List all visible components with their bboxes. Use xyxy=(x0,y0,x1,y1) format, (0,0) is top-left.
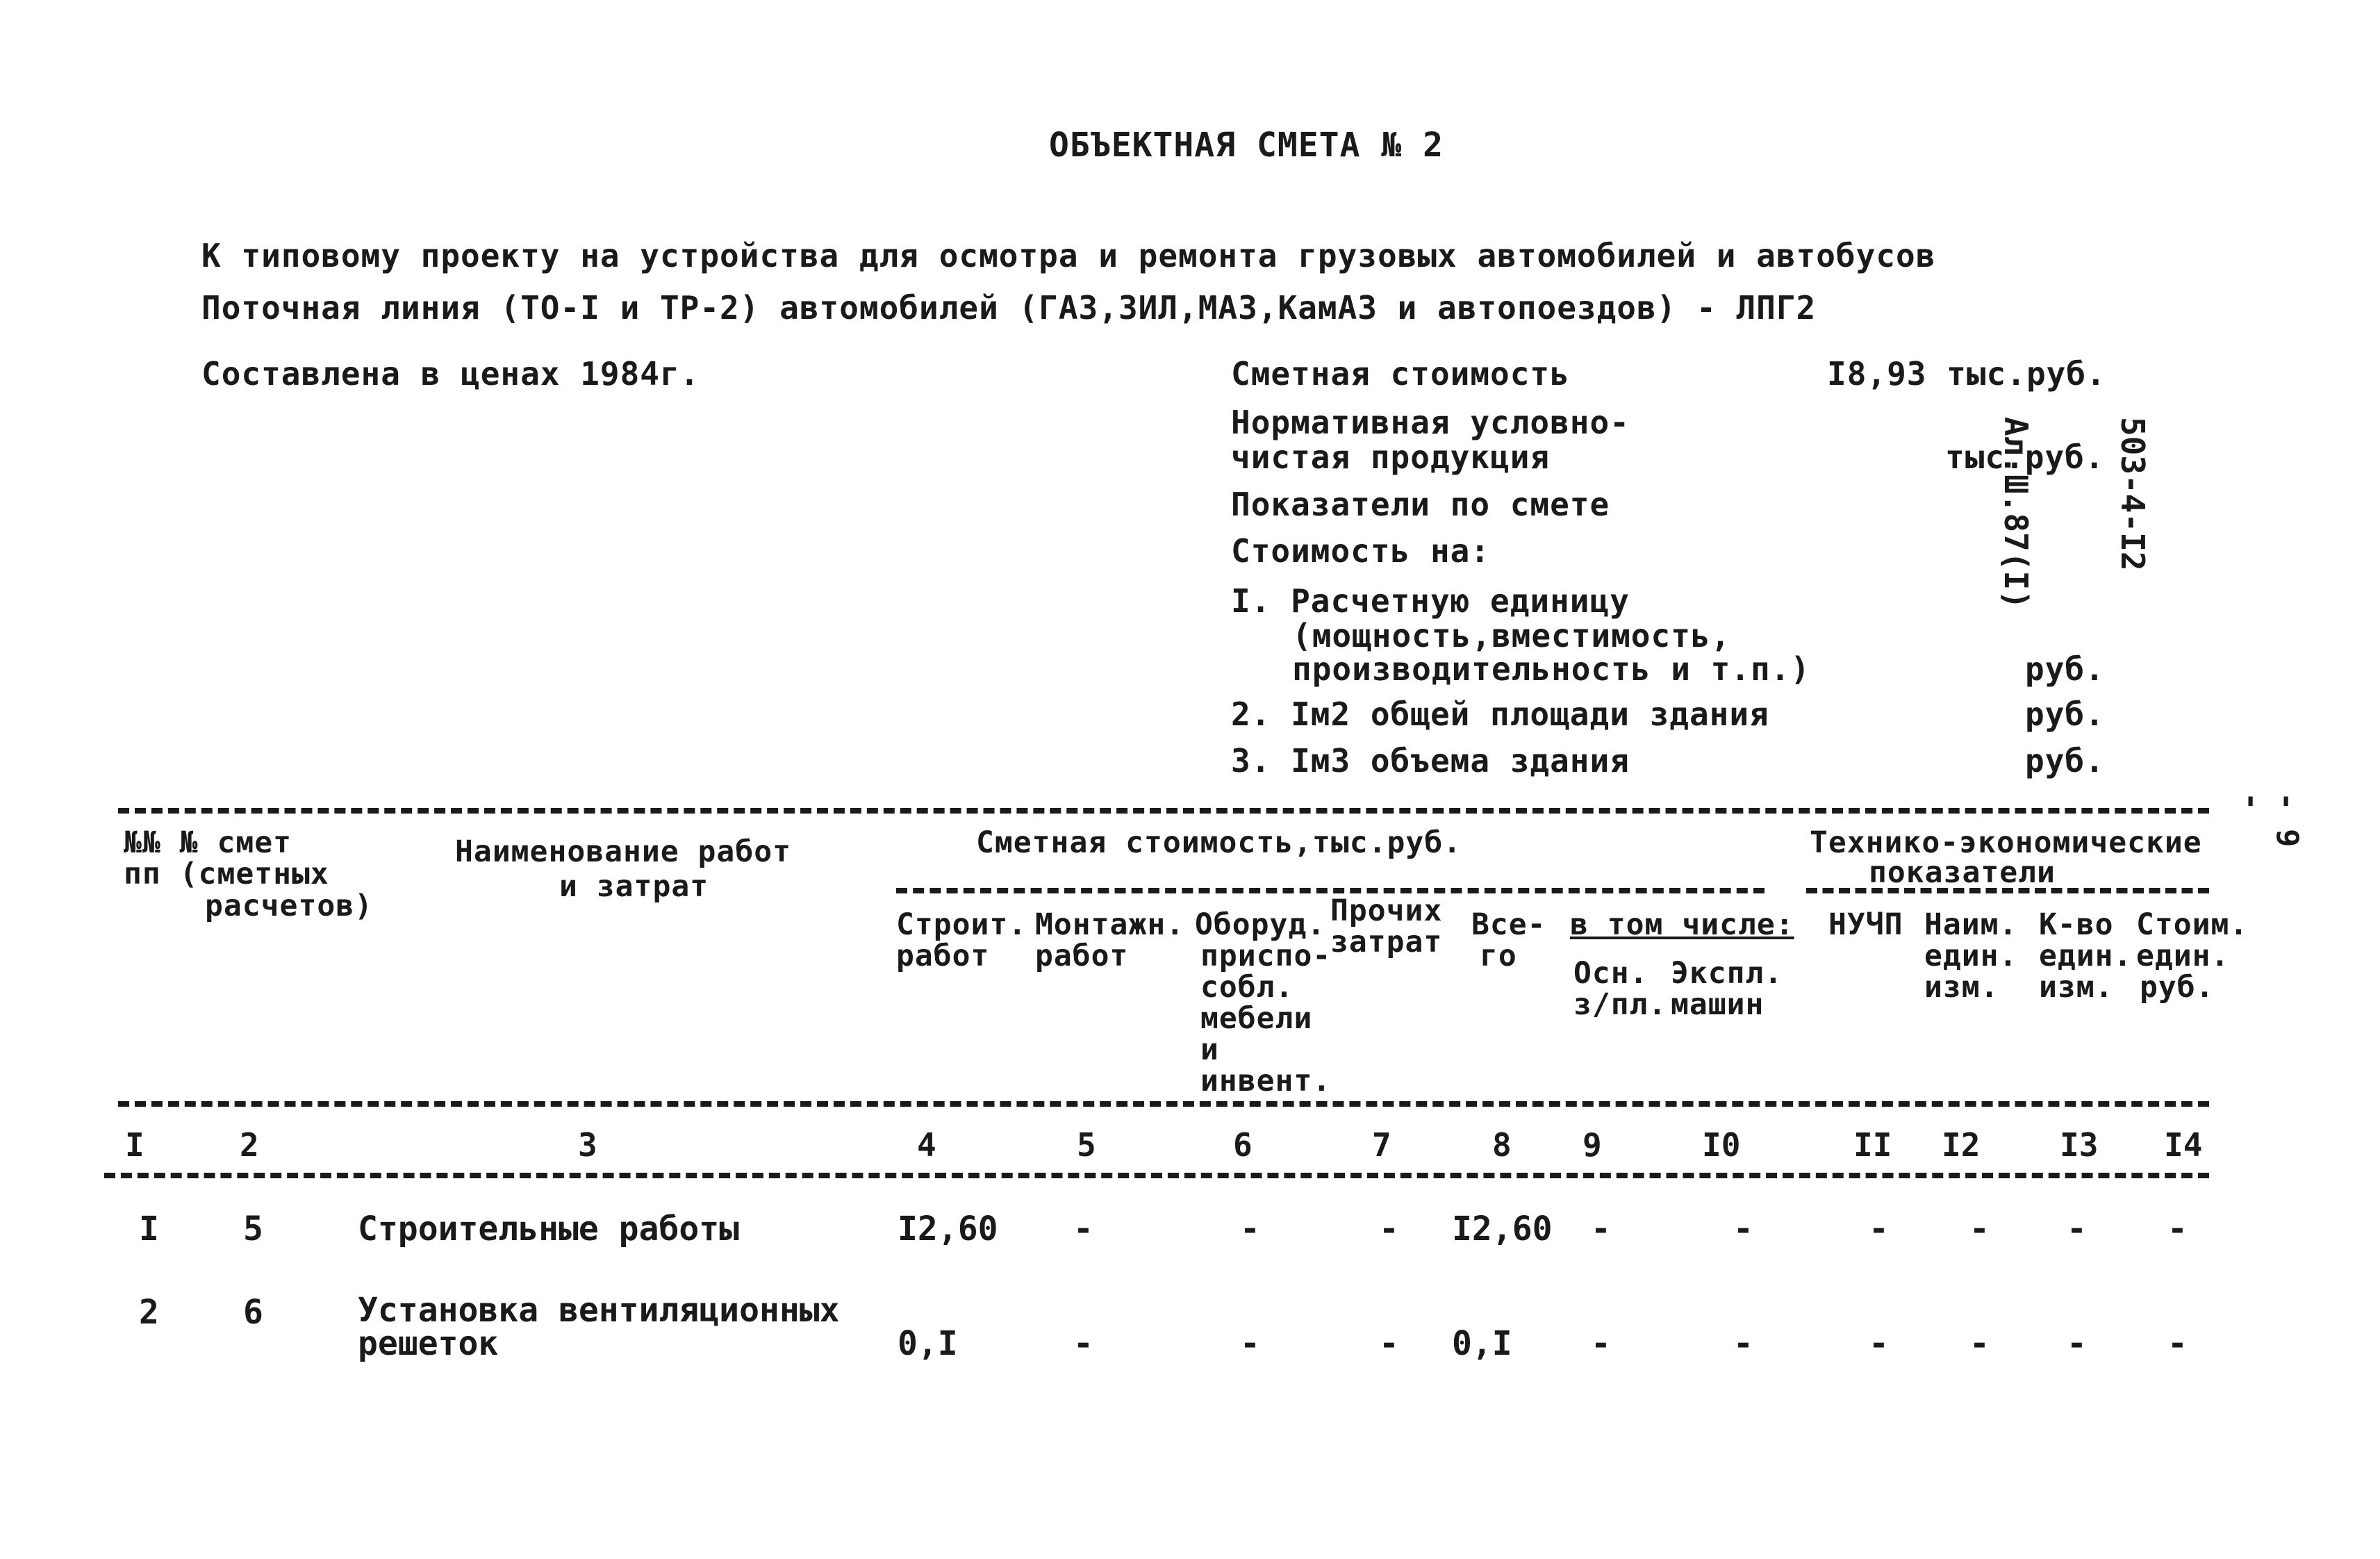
document-title: ОБЪЕКТНАЯ СМЕТА № 2 xyxy=(1049,126,1444,165)
item1-unit: руб. xyxy=(2025,650,2105,688)
cell-osn: - xyxy=(1591,1210,1611,1248)
indicators-label: Показатели по смете xyxy=(1231,486,1610,523)
item1-line-3: производительность и т.п.) xyxy=(1292,650,1811,688)
column-number: 7 xyxy=(1372,1126,1391,1164)
column-number: 8 xyxy=(1492,1126,1512,1164)
cell-estimate: 6 xyxy=(243,1293,263,1332)
header-qty-1: К-во xyxy=(2039,907,2114,942)
cell-total: I2,60 xyxy=(1452,1210,1553,1248)
header-other-2: затрат xyxy=(1330,925,1443,959)
cell-qty: - xyxy=(2067,1324,2087,1363)
column-number: 9 xyxy=(1582,1126,1602,1164)
header-tech-group-1: Технико-экономические xyxy=(1810,825,2202,860)
cell-build: I2,60 xyxy=(898,1210,998,1248)
header-equip-1: Оборуд. xyxy=(1195,907,1326,942)
header-unit-3: изм. xyxy=(1924,970,1999,1005)
header-price-3: руб. xyxy=(2140,970,2215,1005)
cell-nuchp: - xyxy=(1869,1324,1889,1363)
cell-equip: - xyxy=(1240,1210,1260,1248)
header-mount-2: работ xyxy=(1035,939,1129,973)
header-total-1: Все- xyxy=(1471,907,1546,942)
header-qty-3: изм. xyxy=(2039,970,2114,1005)
table-top-rule xyxy=(118,808,2209,814)
cell-expl: - xyxy=(1733,1324,1753,1363)
header-total-2: го xyxy=(1480,939,1517,973)
column-number: 6 xyxy=(1233,1126,1253,1164)
cell-name-line-2: решеток xyxy=(358,1324,499,1363)
header-unit-1: Наим. xyxy=(1924,907,2018,942)
cost-on-label: Стоимость на: xyxy=(1231,532,1491,570)
cell-name: Строительные работы xyxy=(358,1210,740,1248)
cost-group-rule xyxy=(896,888,1765,893)
header-num-3: расчетов) xyxy=(205,889,373,923)
norm-unit: тыс.руб. xyxy=(1945,438,2105,476)
header-name-1: Наименование работ xyxy=(455,834,791,869)
cell-other: - xyxy=(1379,1324,1399,1363)
cell-unit: - xyxy=(1969,1210,1990,1248)
cell-name: Установка вентиляционных xyxy=(358,1291,840,1330)
side-code-line-1: 503-4-I2 xyxy=(2114,417,2151,571)
subtitle-line-1: К типовому проекту на устройства для осмотра и ремонта грузовых автомобилей и автобусов xyxy=(201,237,1936,274)
cell-estimate: 5 xyxy=(243,1210,263,1248)
item1-line-1: I. Расчетную единицу xyxy=(1231,582,1630,620)
header-equip-5: и xyxy=(1200,1032,1219,1067)
column-numbers-rule xyxy=(104,1173,2209,1178)
item1-line-2: (мощность,вместимость, xyxy=(1292,617,1731,654)
cell-other: - xyxy=(1379,1210,1399,1248)
header-nuchp: НУЧП xyxy=(1828,907,1903,942)
subtitle-line-2: Поточная линия (ТО-I и ТР-2) автомобилей (ГАЗ,ЗИЛ,МАЗ,КамАЗ и автопоездов) - ЛПГ2 xyxy=(201,289,1817,327)
header-num-1: №№ № смет xyxy=(124,825,292,860)
compiled-date: Составлена в ценах 1984г. xyxy=(201,355,700,393)
cell-mount: - xyxy=(1073,1210,1093,1248)
norm-label-2: чистая продукция xyxy=(1231,438,1551,476)
item3-label: 3. Iм3 объема здания xyxy=(1231,742,1630,780)
cell-num: 2 xyxy=(139,1293,159,1332)
item2-label: 2. Iм2 общей площади здания xyxy=(1231,695,1769,733)
cell-nuchp: - xyxy=(1869,1210,1889,1248)
side-code-line-2: Ал.Ш.87(I) xyxy=(1997,417,2035,609)
cell-build: 0,I xyxy=(898,1324,958,1363)
header-mount-1: Монтажн. xyxy=(1035,907,1185,942)
header-price-2: един. xyxy=(2136,939,2230,973)
header-expl-1: Экспл. xyxy=(1671,956,1783,991)
column-number: I0 xyxy=(1702,1126,1741,1164)
cell-osn: - xyxy=(1591,1324,1611,1363)
header-price-1: Стоим. xyxy=(2136,907,2249,942)
cell-qty: - xyxy=(2067,1210,2087,1248)
header-expl-2: машин xyxy=(1671,987,1765,1022)
header-osn-1: Осн. xyxy=(1573,956,1648,991)
column-number: 4 xyxy=(917,1126,936,1164)
side-code xyxy=(1958,417,2230,609)
cell-total: 0,I xyxy=(1452,1324,1512,1363)
cell-price: - xyxy=(2167,1210,2188,1248)
column-number: 5 xyxy=(1077,1126,1096,1164)
header-equip-6: инвент. xyxy=(1200,1064,1332,1098)
header-cost-group: Сметная стоимость,тыс.руб. xyxy=(976,825,1462,860)
column-number: I4 xyxy=(2164,1126,2203,1164)
column-number: 3 xyxy=(578,1126,597,1164)
header-qty-2: един. xyxy=(2039,939,2133,973)
cost-value: I8,93 тыс.руб. xyxy=(1827,355,2106,393)
cell-equip: - xyxy=(1240,1324,1260,1363)
header-equip-3: собл. xyxy=(1200,970,1294,1005)
header-unit-2: един. xyxy=(1924,939,2018,973)
header-osn-2: з/пл. xyxy=(1573,987,1667,1022)
cell-price: - xyxy=(2167,1324,2188,1363)
header-name-2: и затрат xyxy=(559,869,709,904)
cell-num: I xyxy=(139,1210,159,1248)
cell-unit: - xyxy=(1969,1324,1990,1363)
header-bottom-rule xyxy=(118,1101,2209,1107)
cost-label: Сметная стоимость xyxy=(1231,355,1570,393)
header-other-1: Прочих xyxy=(1330,893,1443,928)
column-number: I xyxy=(125,1126,144,1164)
cell-expl: - xyxy=(1733,1210,1753,1248)
header-build-2: работ xyxy=(896,939,990,973)
header-tech-group-2: показатели xyxy=(1869,855,2056,890)
column-number: I3 xyxy=(2060,1126,2099,1164)
column-number: 2 xyxy=(240,1126,259,1164)
header-build-1: Строит. xyxy=(896,907,1027,942)
header-num-2: пп (сметных xyxy=(124,857,329,891)
page-number: - 9 - xyxy=(2234,792,2305,848)
header-equip-2: приспо- xyxy=(1200,939,1332,973)
header-including: в том числе: xyxy=(1570,907,1794,942)
header-equip-4: мебели xyxy=(1200,1001,1313,1036)
column-number: II xyxy=(1853,1126,1892,1164)
item2-unit: руб. xyxy=(2025,695,2105,733)
column-number: I2 xyxy=(1942,1126,1981,1164)
norm-label-1: Нормативная условно- xyxy=(1231,404,1630,441)
item3-unit: руб. xyxy=(2025,742,2105,780)
cell-mount: - xyxy=(1073,1324,1093,1363)
